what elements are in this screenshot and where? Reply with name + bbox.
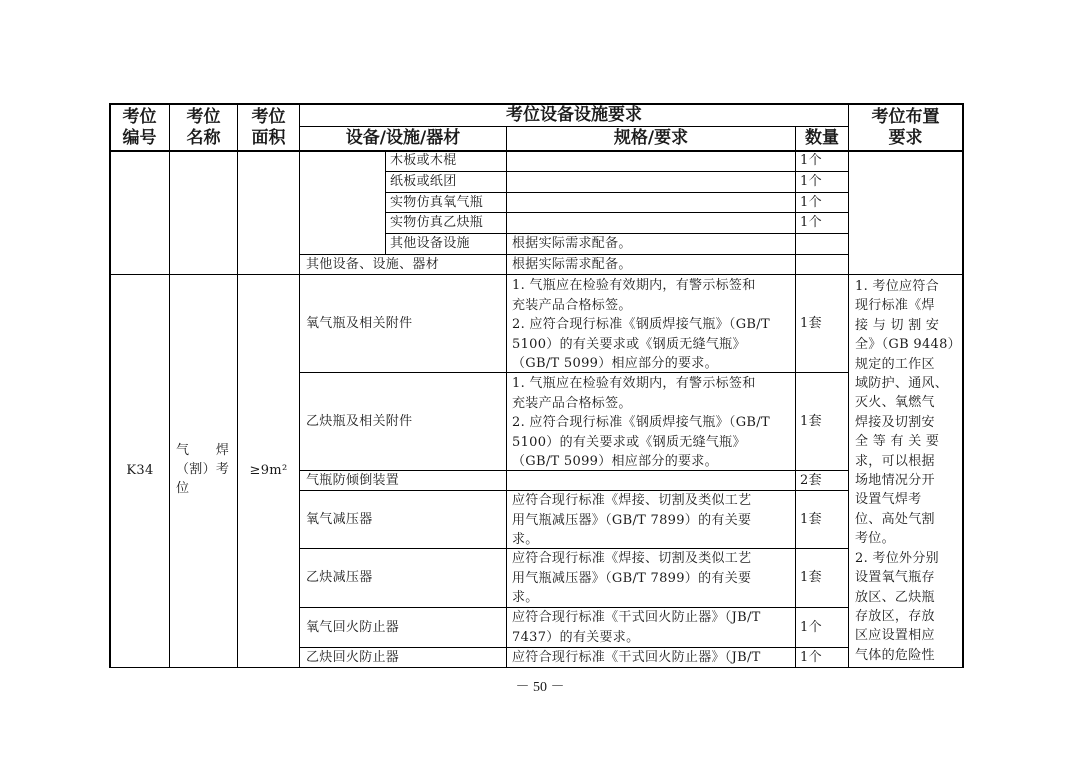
spec-line: 1. 气瓶应在检验有效期内，有警示标签和 bbox=[512, 376, 756, 391]
layout-line: 现行标准《焊 bbox=[855, 298, 935, 314]
header-spec: 规格/要求 bbox=[613, 128, 689, 148]
page-number: － 50 － bbox=[515, 680, 565, 695]
col-rule-3 bbox=[299, 103, 300, 668]
other-row-item: 其他设备、设施、器材 bbox=[306, 256, 440, 272]
top-row-spec: 根据实际需求配备。 bbox=[512, 236, 632, 252]
col-rule-6 bbox=[848, 103, 849, 668]
table-border-right bbox=[962, 103, 964, 668]
spec-line: 应符合现行标准《干式回火防止器》（JB/T bbox=[512, 610, 761, 625]
header-layout-line: 考位布置 bbox=[871, 107, 940, 127]
col-rule-1 bbox=[169, 103, 170, 668]
layout-line: 考位。 bbox=[855, 531, 895, 547]
k34-spec bbox=[512, 549, 795, 607]
k34-spec bbox=[512, 491, 795, 548]
spec-line: 2. 应符合现行标准《钢质焊接气瓶》（GB/T bbox=[512, 415, 770, 430]
col-rule-5 bbox=[795, 126, 796, 668]
top-row-item: 木板或木棍 bbox=[390, 153, 457, 169]
spec-line: 求。 bbox=[512, 590, 539, 605]
k34-qty: 1套 bbox=[800, 315, 822, 331]
layout-line: 域防护、通风、 bbox=[855, 376, 949, 392]
header-qty: 数量 bbox=[805, 128, 839, 148]
k34-item: 乙炔回火防止器 bbox=[306, 649, 400, 665]
layout-line: 位、高处气割 bbox=[855, 511, 935, 527]
spec-line: 应符合现行标准《干式回火防止器》（JB/T bbox=[512, 650, 761, 665]
spec-line: （GB/T 5099）相应部分的要求。 bbox=[512, 454, 718, 469]
top-row-item: 实物仿真氧气瓶 bbox=[390, 194, 484, 210]
layout-line: 求，可以根据 bbox=[855, 453, 935, 469]
top-row-item: 实物仿真乙炔瓶 bbox=[390, 215, 484, 231]
header-code bbox=[110, 105, 169, 151]
k34-item: 氧气减压器 bbox=[306, 511, 373, 527]
spec-line: 充装产品合格标签。 bbox=[512, 297, 632, 313]
layout-line: 设置气焊考 bbox=[855, 492, 922, 508]
spec-line: 应符合现行标准《焊接、切割及类似工艺 bbox=[512, 551, 752, 566]
k34-qty: 1个 bbox=[800, 649, 822, 665]
k34-qty: 1个 bbox=[800, 619, 822, 635]
layout-line: 设置氧气瓶存 bbox=[855, 570, 935, 586]
layout-line: 灭火、氧燃气 bbox=[855, 395, 935, 411]
other-row-spec: 根据实际需求配备。 bbox=[512, 256, 632, 272]
k34-item: 乙炔瓶及相关附件 bbox=[306, 413, 413, 429]
layout-line: 气体的危险性 bbox=[855, 647, 935, 663]
layout-line: 存放区，存放 bbox=[855, 608, 935, 624]
layout-line: 场地情况分开 bbox=[855, 473, 935, 489]
layout-line: 全 等 有 关 要 bbox=[855, 434, 940, 450]
k34-layout bbox=[855, 277, 961, 667]
top-row-qty: 1个 bbox=[800, 215, 822, 231]
header-area-line: 面积 bbox=[251, 128, 286, 148]
k34-name bbox=[176, 441, 234, 511]
k34-name-line: （割）考 bbox=[176, 462, 230, 477]
top-row-qty: 1个 bbox=[800, 153, 822, 169]
header-code-line: 编号 bbox=[122, 128, 157, 148]
k34-name-line: 位 bbox=[176, 481, 190, 496]
spec-line: 2. 应符合现行标准《钢质焊接气瓶》（GB/T bbox=[512, 317, 770, 332]
layout-line: 焊接及切割安 bbox=[855, 414, 935, 430]
k34-item: 乙炔减压器 bbox=[306, 570, 373, 586]
spec-line: 用气瓶减压器》（GB/T 7899）的有关要 bbox=[512, 512, 752, 528]
k34-qty: 1套 bbox=[800, 413, 822, 429]
col-rule-sub bbox=[385, 151, 386, 254]
k34-qty: 1套 bbox=[800, 570, 822, 586]
k34-spec bbox=[512, 276, 795, 372]
col-rule-4 bbox=[506, 126, 507, 668]
k34-spec bbox=[512, 648, 795, 667]
k34-item: 气瓶防倾倒装置 bbox=[306, 472, 400, 488]
layout-line: 全》（GB 9448） bbox=[855, 337, 961, 353]
header-name-line: 考位 bbox=[186, 107, 221, 127]
layout-line: 接 与 切 割 安 bbox=[855, 317, 940, 333]
header-group: 考位设备设施要求 bbox=[506, 105, 642, 125]
header-area-line: 考位 bbox=[251, 107, 286, 127]
layout-line: 2. 考位外分别 bbox=[855, 550, 939, 566]
spec-line: 应符合现行标准《焊接、切割及类似工艺 bbox=[512, 493, 752, 508]
top-row-qty: 1个 bbox=[800, 174, 822, 190]
k34-spec bbox=[512, 608, 795, 647]
top-row-qty bbox=[800, 234, 848, 254]
spec-line: 充装产品合格标签。 bbox=[512, 395, 632, 411]
k34-area: ≥9m² bbox=[249, 463, 288, 479]
k34-code: K34 bbox=[126, 463, 154, 479]
k34-item: 氧气瓶及相关附件 bbox=[306, 315, 413, 331]
spec-line: 1. 气瓶应在检验有效期内，有警示标签和 bbox=[512, 278, 756, 293]
spec-line: 5100）的有关要求或《钢质无缝气瓶》 bbox=[512, 434, 746, 450]
spec-line: （GB/T 5099）相应部分的要求。 bbox=[512, 356, 718, 371]
header-name-line: 名称 bbox=[186, 128, 221, 148]
k34-qty: 1套 bbox=[800, 511, 822, 527]
header-layout bbox=[849, 105, 962, 151]
header-area bbox=[238, 105, 299, 151]
layout-line: 区应设置相应 bbox=[855, 628, 935, 644]
k34-item: 氧气回火防止器 bbox=[306, 619, 400, 635]
top-row-item: 纸板或纸团 bbox=[390, 174, 457, 190]
header-code-line: 考位 bbox=[122, 107, 157, 127]
layout-line: 放区、乙炔瓶 bbox=[855, 589, 935, 605]
spec-line: 7437）的有关要求。 bbox=[512, 629, 640, 645]
k34-spec bbox=[512, 374, 795, 470]
top-row-qty: 1个 bbox=[800, 194, 822, 210]
top-row-item: 其他设备设施 bbox=[390, 236, 470, 252]
k34-name-line: 气 焊 bbox=[176, 443, 230, 458]
header-layout-line: 要求 bbox=[888, 128, 923, 148]
spec-line: 求。 bbox=[512, 532, 539, 547]
header-equipment: 设备/设施/器材 bbox=[345, 128, 461, 148]
spec-line: 用气瓶减压器》（GB/T 7899）的有关要 bbox=[512, 570, 752, 586]
k34-qty: 2套 bbox=[800, 472, 822, 488]
spec-line: 5100）的有关要求或《钢质无缝气瓶》 bbox=[512, 336, 746, 352]
layout-line: 规定的工作区 bbox=[855, 356, 935, 372]
layout-line: 1. 考位应符合 bbox=[855, 279, 939, 294]
header-name bbox=[170, 105, 237, 151]
